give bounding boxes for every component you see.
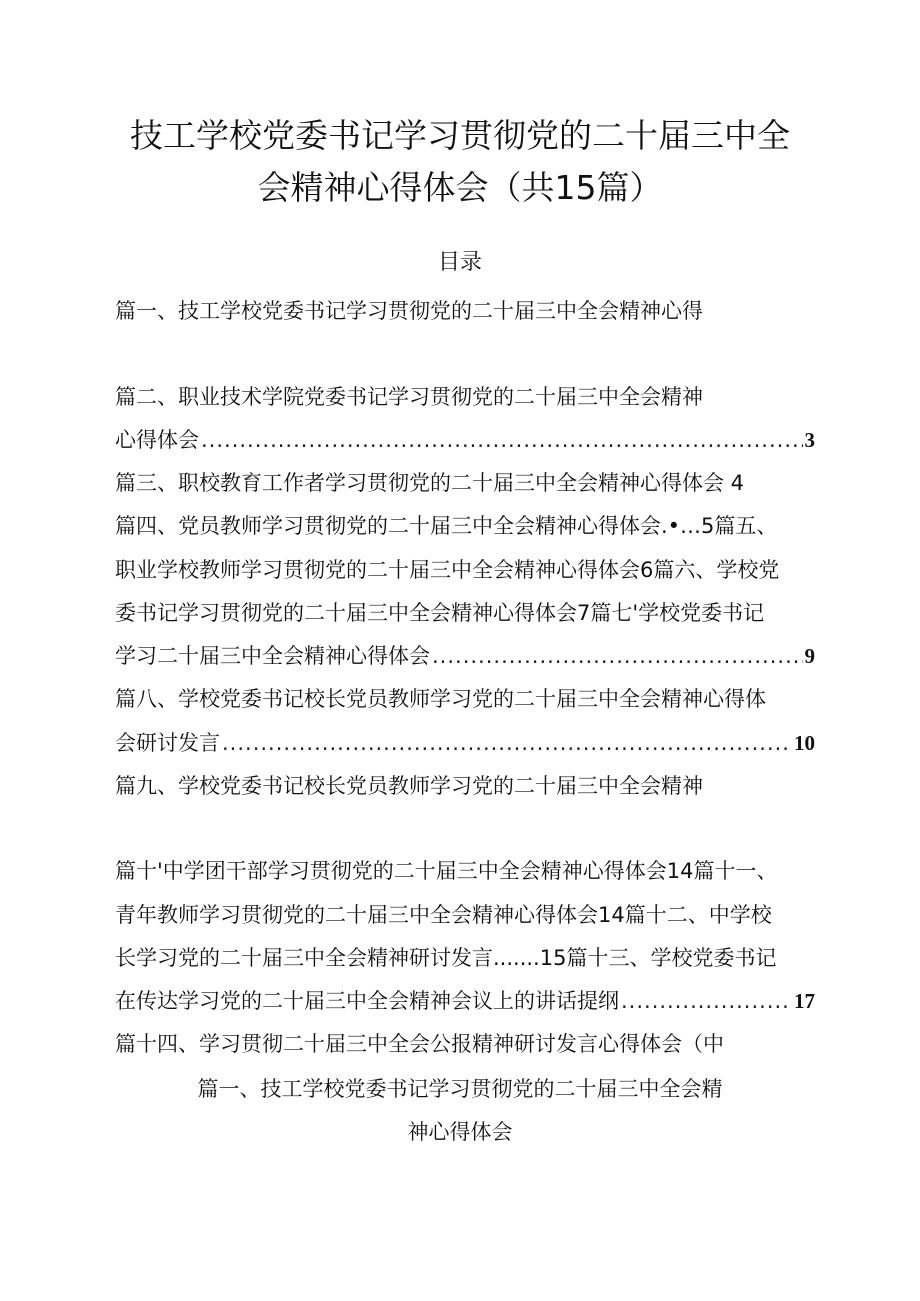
toc-entry[interactable]: 青年教师学习贯彻党的二十届三中全会精神心得体会14篇十二、中学校 — [115, 903, 772, 927]
toc-page-number: 9 — [804, 644, 815, 668]
toc-entry[interactable]: 篇二、职业技术学院党委书记学习贯彻党的二十届三中全会精神 — [115, 385, 703, 409]
toc-page-number: 3 — [804, 428, 815, 452]
toc-entry-text: 会研讨发言 — [115, 731, 220, 755]
document-title-line-2: 会精神心得体会（共15篇） — [257, 168, 663, 207]
toc-entry[interactable]: 篇九、学校党委书记校长党员教师学习党的二十届三中全会精神 — [115, 774, 703, 798]
toc-entry-text: 在传达学习党的二十届三中全会精神会议上的讲话提纲 — [115, 989, 619, 1013]
toc-entry[interactable] — [115, 425, 815, 455]
toc-entry-text: 学习二十届三中全会精神心得体会 — [115, 644, 430, 668]
toc-entry[interactable]: 篇三、职校教育工作者学习贯彻党的二十届三中全会精神心得体会 4 — [115, 471, 745, 495]
section-title-line-1: 篇一、技工学校党委书记学习贯彻党的二十届三中全会精 — [197, 1077, 723, 1101]
toc-entry[interactable] — [115, 728, 815, 758]
toc-leader-dots — [201, 425, 803, 455]
toc-leader-dots — [222, 728, 792, 758]
toc-heading: 目录 — [437, 250, 482, 275]
toc-entry[interactable]: 长学习党的二十届三中全会精神研讨发言.......15篇十三、学校党委书记 — [115, 946, 777, 970]
toc-entry[interactable]: 篇八、学校党委书记校长党员教师学习党的二十届三中全会精神心得体 — [115, 687, 766, 711]
toc-leader-dots — [432, 641, 803, 671]
toc-entry[interactable]: 职业学校教师学习贯彻党的二十届三中全会精神心得体会6篇六、学校党 — [115, 558, 780, 582]
toc-page-number: 10 — [794, 731, 815, 755]
document-title-line-1: 技工学校党委书记学习贯彻党的二十届三中全 — [130, 116, 790, 155]
toc-leader-dots — [621, 986, 792, 1016]
section-title-line-2: 神心得体会 — [407, 1120, 513, 1144]
toc-entry[interactable] — [115, 641, 815, 671]
toc-entry-text: 心得体会 — [115, 428, 199, 452]
toc-entry[interactable] — [115, 986, 815, 1016]
toc-page-number: 17 — [794, 989, 815, 1013]
toc-entry[interactable]: 篇四、党员教师学习贯彻党的二十届三中全会精神心得体会.•…5篇五、 — [115, 514, 778, 538]
toc-entry[interactable]: 篇十四、学习贯彻二十届三中全会公报精神研讨发言心得体会（中 — [115, 1032, 724, 1056]
toc-entry[interactable]: 篇十'中学团干部学习贯彻党的二十届三中全会精神心得体会14篇十一、 — [115, 859, 778, 883]
toc-entry[interactable]: 篇一、技工学校党委书记学习贯彻党的二十届三中全会精神心得 — [115, 299, 703, 323]
toc-entry[interactable]: 委书记学习贯彻党的二十届三中全会精神心得体会7篇七'学校党委书记 — [115, 601, 765, 625]
